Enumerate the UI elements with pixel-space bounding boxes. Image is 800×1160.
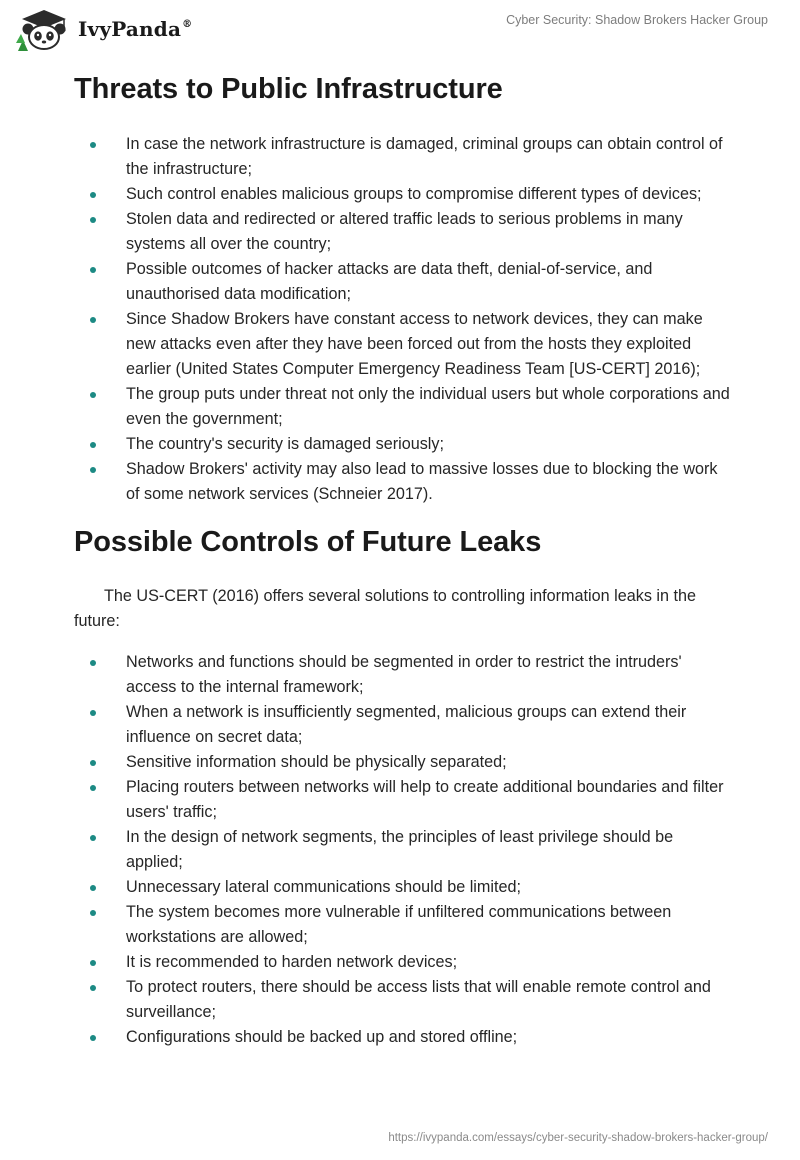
list-item: Sensitive information should be physically separated; [74, 750, 734, 775]
panda-graduate-icon [14, 7, 74, 51]
intro-paragraph: The US-CERT (2016) offers several solutions to controlling information leaks in the future: [74, 587, 697, 630]
list-item: Unnecessary lateral communications should be limited; [74, 875, 734, 900]
list-item: Such control enables malicious groups to compromise different types of devices; [74, 182, 734, 207]
list-item: The system becomes more vulnerable if unfiltered communications between workstations are allowed; [74, 900, 734, 950]
section-heading-threats: Threats to Public Infrastructure [74, 73, 503, 105]
logo[interactable] [14, 7, 192, 51]
list-item: Configurations should be backed up and stored offline; [74, 1025, 734, 1050]
threats-list [74, 132, 734, 507]
controls-list [74, 650, 734, 1050]
list-item: In case the network infrastructure is damaged, criminal groups can obtain control of the infrastructure; [74, 132, 734, 182]
list-item: In the design of network segments, the principles of least privilege should be applied; [74, 825, 734, 875]
list-item: Since Shadow Brokers have constant access to network devices, they can make new attacks even after they have been forced out from the hosts they exploited earlier (United States Computer Emergency Readiness Team [US-CERT] 2016); [74, 307, 734, 382]
list-item: Stolen data and redirected or altered traffic leads to serious problems in many systems all over the country; [74, 207, 734, 257]
list-item: When a network is insufficiently segmented, malicious groups can extend their influence on secret data; [74, 700, 734, 750]
list-item: It is recommended to harden network devices; [74, 950, 734, 975]
source-url-link[interactable]: https://ivypanda.com/essays/cyber-security-shadow-brokers-hacker-group/ [388, 1132, 768, 1144]
list-item: Shadow Brokers' activity may also lead to massive losses due to blocking the work of some network services (Schneier 2017). [74, 457, 734, 507]
list-item: Networks and functions should be segmented in order to restrict the intruders' access to the internal framework; [74, 650, 734, 700]
list-item: Possible outcomes of hacker attacks are data theft, denial-of-service, and unauthorised data modification; [74, 257, 734, 307]
list-item: To protect routers, there should be access lists that will enable remote control and surveillance; [74, 975, 734, 1025]
list-item: The country's security is damaged seriously; [74, 432, 734, 457]
list-item: Placing routers between networks will help to create additional boundaries and filter users' traffic; [74, 775, 734, 825]
list-item: The group puts under threat not only the individual users but whole corporations and even the government; [74, 382, 734, 432]
section-heading-controls: Possible Controls of Future Leaks [74, 526, 542, 558]
brand-name [78, 17, 192, 41]
registered-mark: ® [182, 19, 193, 30]
document-title: Cyber Security: Shadow Brokers Hacker Group [506, 13, 768, 27]
brand-name-text: IvyPanda [78, 17, 182, 41]
